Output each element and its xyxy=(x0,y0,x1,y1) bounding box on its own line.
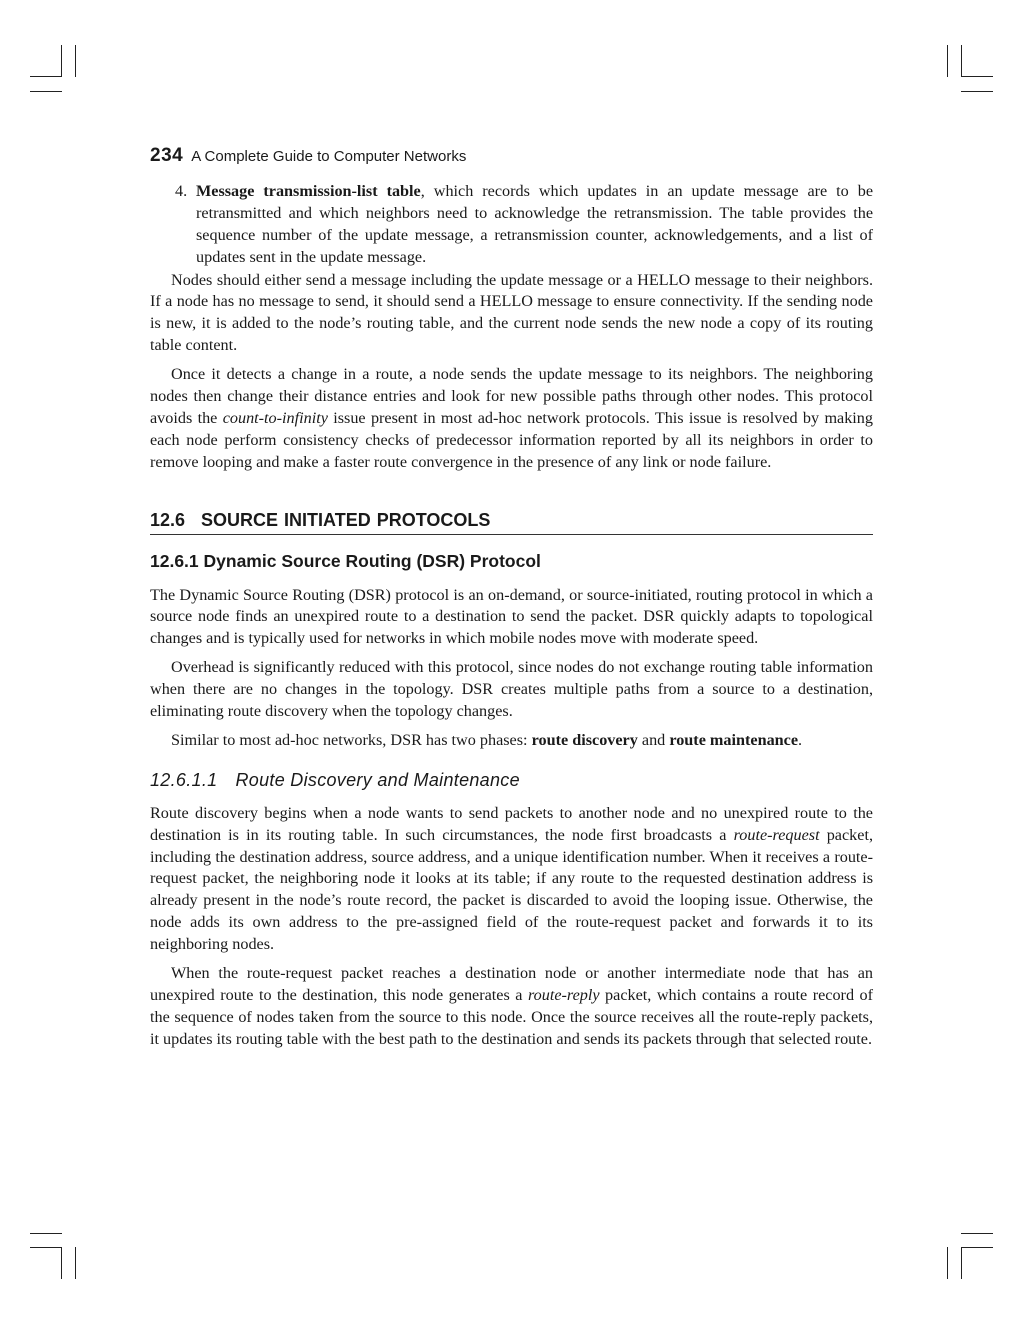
page-body xyxy=(150,145,873,1051)
text-run: and xyxy=(637,730,670,749)
section-heading xyxy=(150,510,873,535)
section-title: SOURCE INITIATED PROTOCOLS xyxy=(201,509,491,530)
paragraph-route-change xyxy=(150,364,873,474)
list-marker: 4. xyxy=(175,181,188,200)
crop-mark xyxy=(30,1247,62,1248)
crop-mark xyxy=(30,76,62,77)
page-number: 234 xyxy=(150,145,184,166)
bold-term: route discovery xyxy=(531,730,638,749)
bold-term: route maintenance xyxy=(669,730,799,749)
crop-mark xyxy=(961,1233,993,1234)
section-number: 12.6 xyxy=(150,509,186,530)
crop-mark xyxy=(961,76,993,77)
crop-mark xyxy=(947,45,948,77)
list-term: Message transmission-list table xyxy=(196,181,421,200)
crop-mark xyxy=(30,91,62,92)
crop-mark xyxy=(30,1233,62,1234)
crop-mark xyxy=(947,1247,948,1279)
text-run: . xyxy=(798,730,803,749)
paragraph-route-discovery xyxy=(150,803,873,956)
crop-mark xyxy=(61,45,62,77)
book-title: A Complete Guide to Computer Networks xyxy=(191,148,467,165)
list-item-body xyxy=(196,181,873,269)
subsubsection-title: Route Discovery and Maintenance xyxy=(235,769,520,790)
subsubsection-number: 12.6.1.1 xyxy=(150,769,218,790)
text-run: Route discovery begins when a node wants to send packets to another node and no unexpired route to the destination is in its routing table. In such circumstances, the node first broadcasts a xyxy=(150,803,873,844)
paragraph-dsr-overhead: Overhead is significantly reduced with this protocol, since nodes do not exchange routing table information when there are no changes in the topology. DSR creates multiple paths from a source to a destination, eliminating route discovery when the topology changes. xyxy=(150,658,873,721)
crop-mark xyxy=(961,1247,962,1279)
list-item xyxy=(175,181,873,269)
text-run: packet, including the destination address, source address, and a unique identification number. When it receives a route-request packet, the neighboring node it looks at its table; if any route to the requested destination address is already present in the node’s route record, the packet is discarded to avoid the looping issue. Otherwise, the node adds its own address to the pre-assigned field of the route-request packet and forwards it to its neighboring nodes. xyxy=(150,825,873,954)
paragraph-route-reply xyxy=(150,963,873,1051)
crop-mark xyxy=(75,1247,76,1279)
crop-mark xyxy=(961,91,993,92)
paragraph-dsr-phases xyxy=(150,730,873,752)
paragraph-dsr-intro: The Dynamic Source Routing (DSR) protocol is an on-demand, or source-initiated, routing protocol in which a source node finds an unexpired route to a destination to send the packet. DSR quickly adapts to topological changes and is typically used for networks in which mobile nodes move with moderate speed. xyxy=(150,585,873,648)
subsection-heading: 12.6.1 Dynamic Source Routing (DSR) Protocol xyxy=(150,550,541,571)
italic-term: route-reply xyxy=(527,986,600,1004)
running-header xyxy=(150,145,873,168)
text-run: packet, which contains a route record of the sequence of nodes taken from the source to this node. Once the source receives all the route-reply packets, it updates its routing table with the best path to the destination and sends its packets through that selected route. xyxy=(150,986,873,1048)
crop-mark xyxy=(961,1247,993,1248)
text-run: Similar to most ad-hoc networks, DSR has two phases: xyxy=(171,730,532,749)
crop-mark xyxy=(75,45,76,77)
subsubsection-heading xyxy=(150,770,873,792)
crop-mark xyxy=(61,1247,62,1279)
text-run: issue present in most ad-hoc network protocols. This issue is resolved by making each node perform consistency checks of predecessor information reported by all its neighbors in order to remove looping and make a faster route convergence in the presence of any link or node failure. xyxy=(150,408,873,471)
paragraph-hello: Nodes should either send a message including the update message or a HELLO message to their neighbors. If a node has no message to send, it should send a HELLO message to ensure connectivity. If the sending node is new, it is added to the node’s routing table, and the current node sends the new node a copy of its routing table content. xyxy=(150,270,873,355)
italic-term: route-request xyxy=(733,825,820,844)
list-item-text: , which records which updates in an update message are to be retransmitted and which neighbors need to acknowledge the retransmission. The table provides the sequence number of the update message, a retransmission counter, acknowledgements, and a list of updates sent in the update message. xyxy=(196,181,873,266)
text-run: Once it detects a change in a route, a node sends the update message to its neighbors. The neighboring nodes then change their distance entries and look for new possible paths through other nodes. This protocol avoids the xyxy=(150,365,873,427)
text-run: When the route-request packet reaches a destination node or another intermediate node that has an unexpired route to the destination, this node generates a xyxy=(150,964,873,1004)
italic-term: count-to-infinity xyxy=(222,408,328,427)
crop-mark xyxy=(961,45,962,77)
